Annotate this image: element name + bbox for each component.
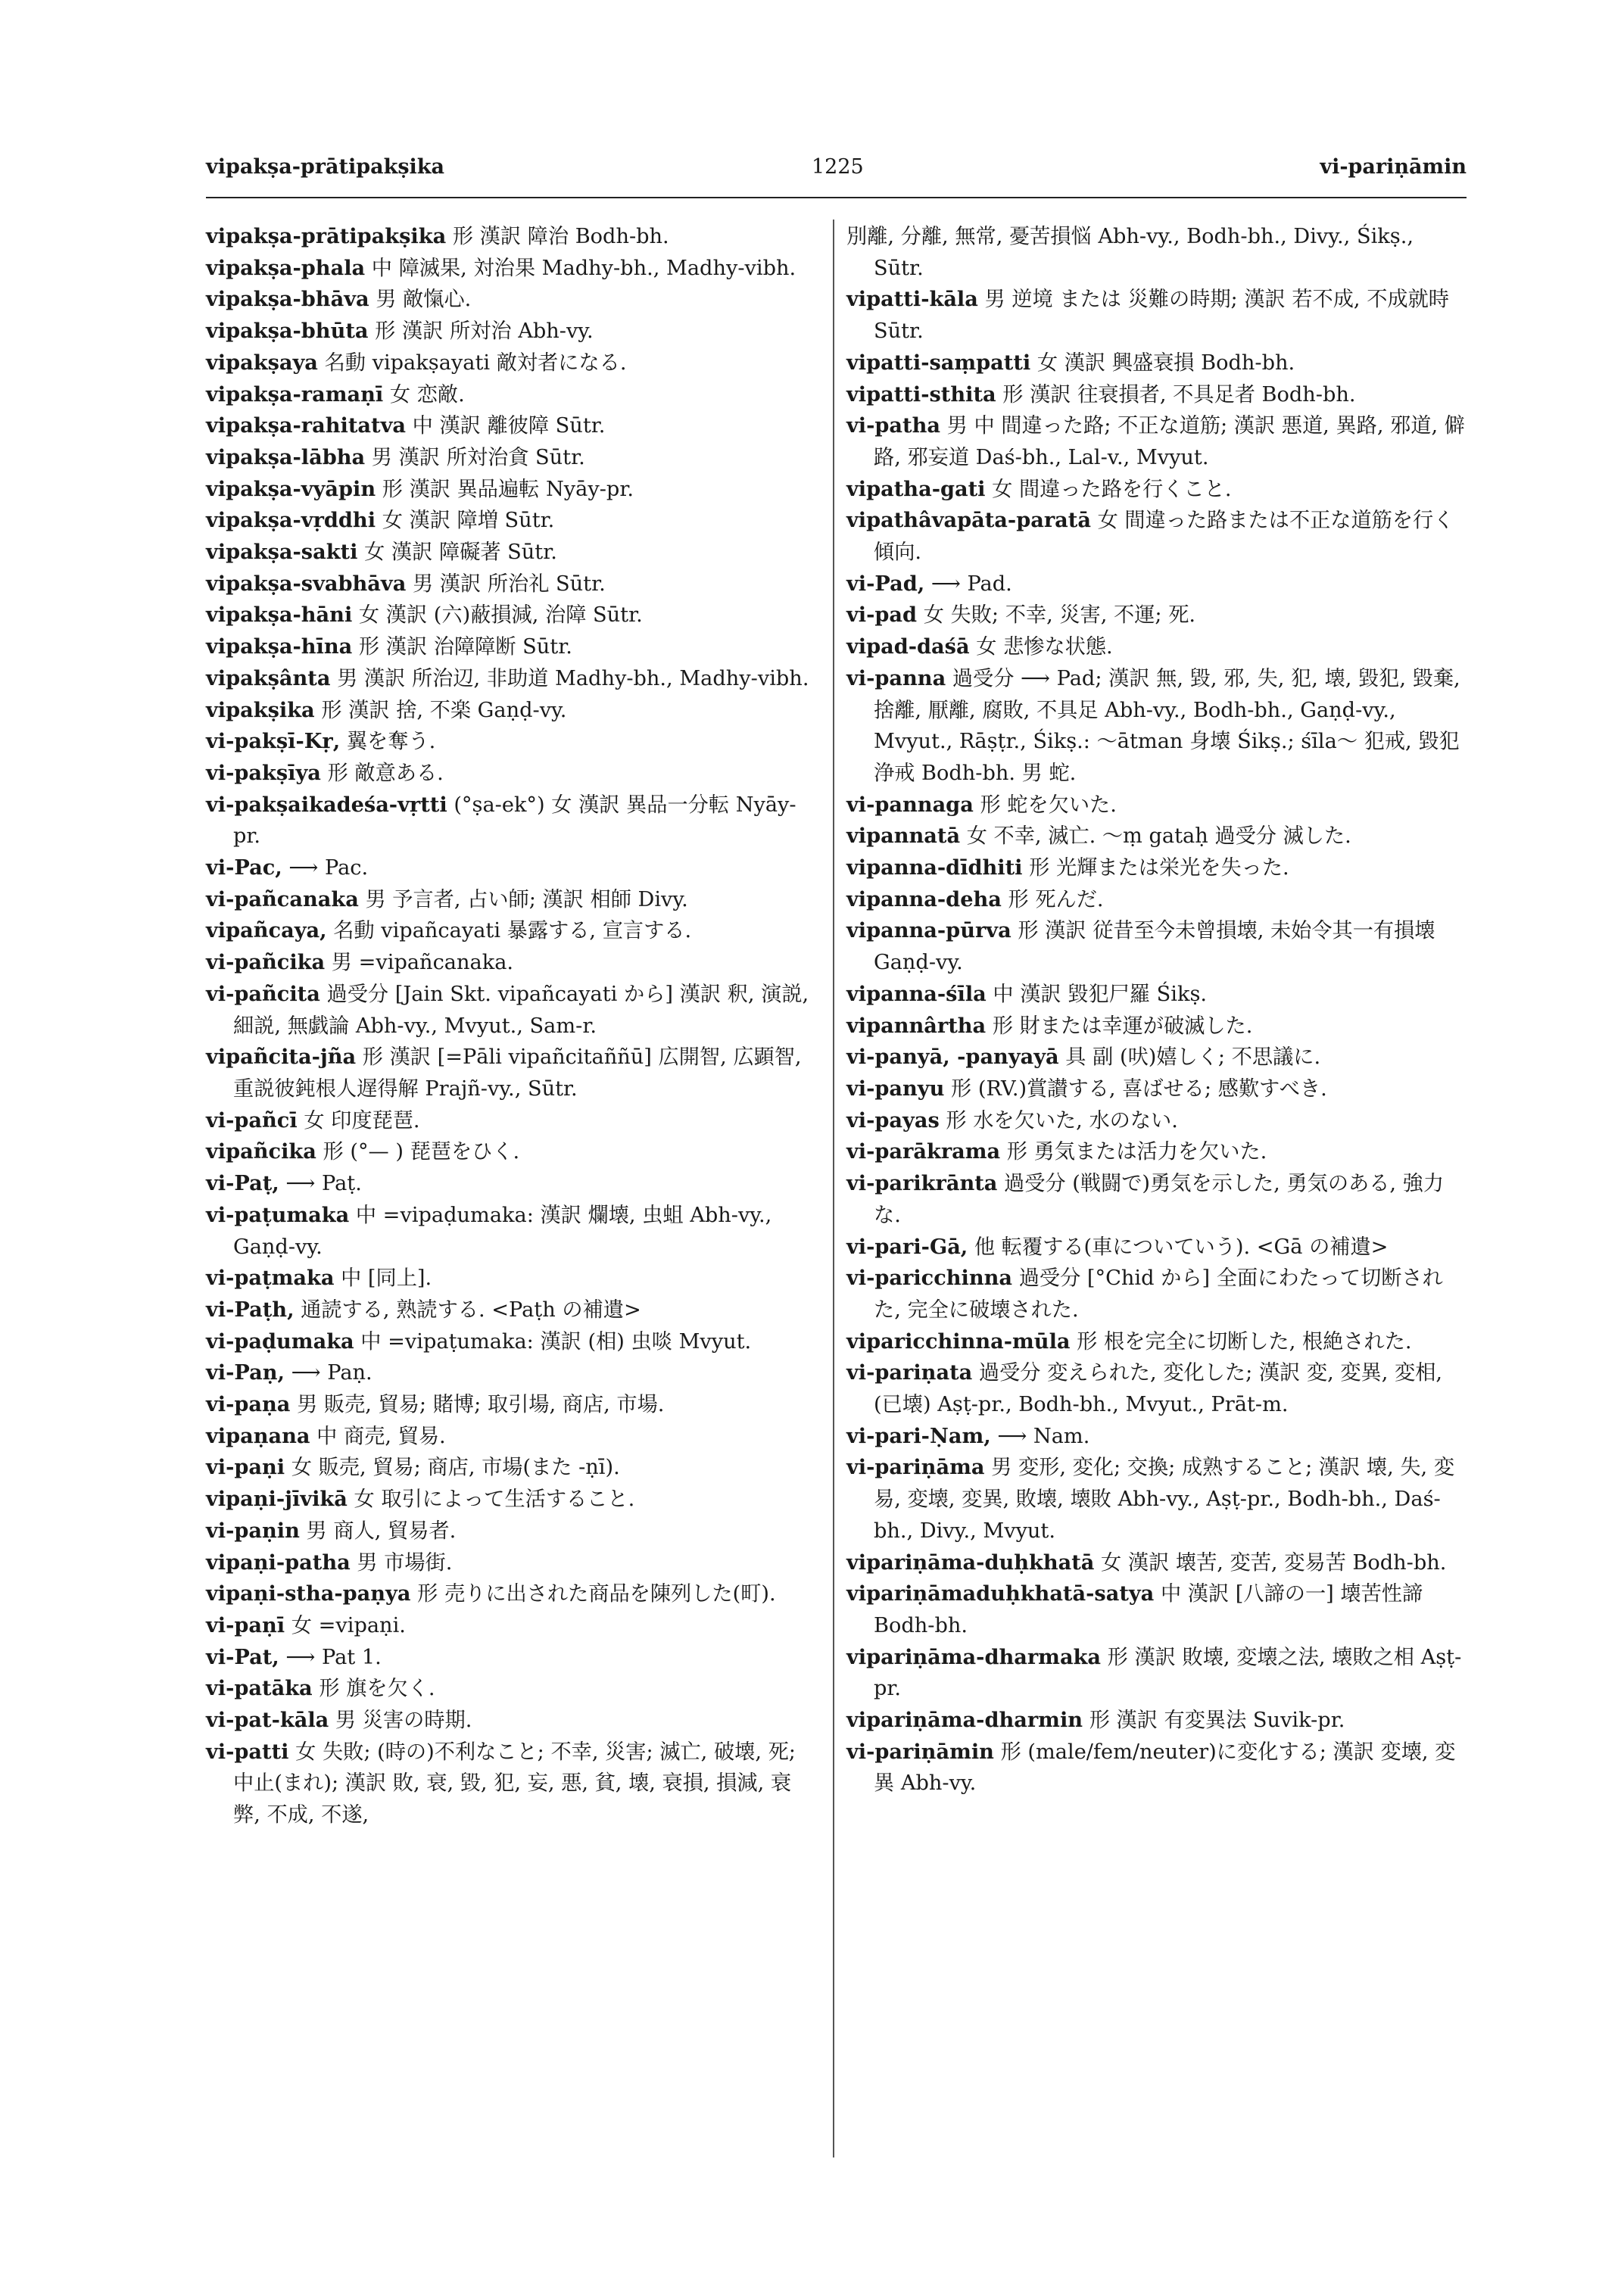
entry-headword: vi-pariṇata	[846, 1360, 973, 1385]
entry-headword: vipakṣânta	[206, 665, 331, 690]
entry-definition: 過受分 ⟶ Pad; 漢訳 無, 毀, 邪, 失, 犯, 壊, 毀犯, 毀棄, 捨離, 厭離, 腐敗, 不具足 Abh-vy., Bodh-bh., Gaṇḍ-vy., Mvyut., Rāṣṭr., Śikṣ.: ～ātman 身壊 Śikṣ.; śīla～ 犯戒, 毀犯浄戒 Bodh-bh. 男 蛇.	[874, 666, 1460, 785]
entry-definition: 翼を奪う.	[340, 730, 436, 754]
entry-definition: 形 漢訳 捨, 不楽 Gaṇḍ-vy.	[314, 698, 567, 722]
entry-definition: 男 予言者, 占い師; 漢訳 相師 Divy.	[358, 887, 688, 911]
dictionary-entry	[206, 852, 812, 884]
entry-definition: 形 漢訳 従昔至今未曾損壊, 未始令其一有損壊 Gaṇḍ-vy.	[874, 919, 1435, 975]
dictionary-entry	[846, 1326, 1469, 1358]
entry-definition: 男 商人, 貿易者.	[299, 1519, 457, 1543]
dictionary-entry	[206, 1294, 812, 1326]
entry-definition: 形 漢訳 敗壊, 変壊之法, 壊敗之相 Aṣṭ-pr.	[874, 1645, 1462, 1701]
entry-definition: 過受分 [Jain Skt. vipañcayati から] 漢訳 釈, 演説, 細説, 無戯論 Abh-vy., Mvyut., Sam-r.	[233, 982, 809, 1038]
dictionary-entry	[846, 1357, 1469, 1420]
entry-headword: vipakṣa-phala	[206, 255, 366, 280]
dictionary-entry	[206, 1673, 812, 1705]
entry-headword: vi-Pad,	[846, 571, 925, 596]
entry-definition: 中 障滅果, 対治果 Madhy-bh., Madhy-vibh.	[365, 256, 796, 280]
entry-headword: vipakṣa-hāni	[206, 603, 353, 628]
entry-definition: 形 死んだ.	[1001, 887, 1104, 911]
entry-headword: vi-patti	[206, 1739, 289, 1764]
entry-definition: 女 間違った路または不正な道筋を行く傾向.	[874, 509, 1454, 565]
entry-headword: vi-Pac,	[206, 855, 282, 880]
entry-definition: 中 [同上].	[334, 1266, 432, 1291]
entry-headword: vipathâvapāta-paratā	[846, 508, 1091, 533]
entry-headword: vipaṇana	[206, 1423, 310, 1448]
entry-headword: vipaṇi-stha-paṇya	[206, 1581, 411, 1606]
entry-definition: 中 漢訳 [八諦の一] 壊苦性諦 Bodh-bh.	[874, 1582, 1423, 1637]
entry-definition: 具 副 (吠)嬉しく; 不思議に.	[1058, 1045, 1321, 1070]
dictionary-entry	[206, 1136, 812, 1168]
entry-headword: vi-paṇin	[206, 1518, 300, 1543]
entry-definition: 男 漢訳 所治礼 Sūtr.	[406, 572, 606, 596]
entry-definition: 形 漢訳 所対治 Abh-vy.	[368, 319, 594, 344]
entry-definition: 形 漢訳 治障障断 Sūtr.	[352, 635, 572, 659]
dictionary-entry	[206, 1484, 812, 1516]
entry-headword: vi-pannaga	[846, 792, 974, 817]
entry-definition: 形 財または幸運が破滅した.	[986, 1014, 1253, 1038]
header-page-number: 1225	[812, 155, 864, 179]
dictionary-entry	[846, 569, 1469, 600]
dictionary-entry	[846, 1073, 1469, 1105]
entry-definition: 男 変形, 変化; 交換; 成熟すること; 漢訳 壊, 失, 変易, 変壊, 変異, 敗壊, 壊敗 Abh-vy., Aṣṭ-pr., Bodh-bh., Daś-bh., Divy., Mvyut.	[874, 1456, 1455, 1543]
entry-definition: 女 漢訳 障礙著 Sūtr.	[357, 541, 557, 565]
entry-headword: vipanna-pūrva	[846, 918, 1011, 943]
dictionary-entry	[846, 1547, 1469, 1579]
entry-definition: 形 (male/fem/neuter)に変化する; 漢訳 変壊, 変異 Abh-vy.	[874, 1740, 1456, 1796]
entry-headword: vi-panyā, -panyayā	[846, 1045, 1059, 1070]
entry-definition: 女 取引によって生活すること.	[347, 1488, 635, 1512]
entry-headword: vipakṣa-sakti	[206, 540, 358, 565]
column-divider	[833, 220, 834, 2157]
dictionary-entry	[206, 316, 812, 347]
entry-definition: 女 印度琵琶.	[297, 1108, 420, 1132]
entry-headword: vipakṣa-prātipakṣika	[206, 224, 447, 248]
dictionary-entry	[206, 947, 812, 979]
entry-definition: 形 根を完全に切断した, 根絶された.	[1070, 1329, 1412, 1354]
entry-definition: 男 =vipañcanaka.	[325, 951, 514, 975]
dictionary-entry	[206, 915, 812, 947]
dictionary-entry	[206, 379, 812, 411]
entry-definition: 中 漢訳 毀犯尸羅 Śikṣ.	[986, 982, 1208, 1006]
entry-headword: vi-pad	[846, 603, 918, 628]
entry-headword: vipakṣa-rahitatva	[206, 413, 406, 438]
dictionary-entry	[206, 663, 812, 695]
entry-definition: 形 (°— ) 琵琶をひく.	[316, 1140, 520, 1164]
dictionary-entry	[206, 347, 812, 379]
entry-definition: 形 (RV.)賞讃する, 喜ばせる; 感歎すべき.	[944, 1076, 1327, 1101]
entry-headword: vi-Paṭh,	[206, 1297, 295, 1322]
entry-headword: vipakṣa-lābha	[206, 444, 366, 469]
entry-definition: 過受分 [°Chid から] 全面にわたって切断された, 完全に破壊された.	[874, 1266, 1443, 1322]
entry-headword: vipannatā	[846, 824, 961, 849]
entry-headword: vi-pat-kāla	[206, 1708, 329, 1733]
entry-definition: 女 失敗; (時の)不利なこと; 不幸, 災害; 滅亡, 破壊, 死; 中止(まれ); 漢訳 敗, 衰, 毀, 犯, 妄, 悪, 貧, 壊, 衰損, 損減, 衰弊, 不成, 不遂,	[233, 1740, 796, 1827]
dictionary-entry	[206, 1357, 812, 1389]
entry-headword: vi-pañcita	[206, 981, 320, 1006]
entry-definition: (°ṣa-ek°) 女 漢訳 異品一分転 Nyāy-pr.	[233, 793, 796, 849]
entry-definition: 過受分 変えられた, 変化した; 漢訳 変, 変異, 変相, (已壊) Aṣṭ-pr., Bodh-bh., Mvyut., Prāt-m.	[874, 1361, 1443, 1417]
entry-headword: vipakṣaya	[206, 350, 318, 375]
dictionary-entry	[846, 979, 1469, 1011]
header-left-guide-word: vipakṣa-prātipakṣika	[206, 155, 444, 179]
dictionary-entry	[206, 1452, 812, 1484]
dictionary-entry	[206, 474, 812, 506]
entry-headword: vi-panna	[846, 665, 946, 690]
entry-headword: vi-payas	[846, 1108, 940, 1132]
entry-headword: vipariṇāma-dharmin	[846, 1708, 1083, 1733]
entry-definition: 男 漢訳 所治辺, 非助道 Madhy-bh., Madhy-vibh.	[330, 666, 809, 690]
dictionary-entry	[206, 1547, 812, 1579]
dictionary-entry	[846, 1011, 1469, 1042]
entry-definition: 女 恋敵.	[383, 382, 465, 407]
entry-headword: vi-Paṭ,	[206, 1171, 279, 1196]
entry-definition: 女 間違った路を行くこと.	[985, 477, 1232, 501]
entry-headword: vi-patha	[846, 413, 940, 438]
dictionary-entry	[206, 1042, 812, 1104]
entry-headword: vipakṣa-svabhāva	[206, 571, 407, 596]
dictionary-entry	[846, 347, 1469, 379]
dictionary-entry	[846, 284, 1469, 347]
dictionary-entry	[206, 253, 812, 285]
entry-headword: vi-paṭmaka	[206, 1266, 335, 1291]
entry-definition: 通読する, 熟読する. <Paṭh の補遺>	[294, 1298, 641, 1322]
dictionary-entry	[846, 821, 1469, 852]
dictionary-entry	[206, 1705, 812, 1737]
dictionary-entry	[846, 884, 1469, 916]
dictionary-entry	[846, 1105, 1469, 1137]
dictionary-entry	[206, 790, 812, 852]
entry-definition: 男 災害の時期.	[329, 1709, 472, 1733]
entry-headword: vi-pariṇāma	[846, 1455, 985, 1480]
entry-definition: 女 悲惨な状態.	[969, 635, 1113, 659]
dictionary-entry	[846, 663, 1469, 790]
entry-definition: 過受分 (戦闘で)勇気を示した, 勇気のある, 強力な.	[874, 1172, 1445, 1227]
dictionary-entry	[846, 379, 1469, 411]
entry-definition: 形 旗を欠く.	[312, 1677, 435, 1701]
entry-definition: 中 商売, 貿易.	[310, 1424, 446, 1448]
entry-headword: vipariṇāma-dharmaka	[846, 1644, 1102, 1669]
entry-headword: vipatti-saṃpatti	[846, 350, 1031, 375]
entry-headword: vi-paṇa	[206, 1392, 291, 1417]
entry-definition: 女 販売, 貿易; 商店, 市場(また -ṇī).	[285, 1456, 620, 1480]
dictionary-entry	[846, 790, 1469, 821]
header-rule	[206, 197, 1467, 198]
entry-definition: 女 漢訳 壊苦, 変苦, 変易苦 Bodh-bh.	[1094, 1550, 1447, 1575]
dictionary-entry	[206, 1610, 812, 1642]
dictionary-entry	[206, 1389, 812, 1421]
dictionary-entry	[846, 474, 1469, 506]
entry-definition: 中 =vipaḍumaka: 漢訳 爛壊, 虫蛆 Abh-vy., Gaṇḍ-vy.	[233, 1203, 772, 1259]
dictionary-entry	[206, 1200, 812, 1263]
entry-headword: vipariṇāmaduḥkhatā-satya	[846, 1581, 1155, 1606]
right-column	[846, 221, 1469, 1799]
entry-definition: 男 敵愾心.	[369, 288, 472, 312]
entry-headword: vi-pañcika	[206, 950, 326, 975]
entry-definition: 男 逆境 または 災難の時期; 漢訳 若不成, 不成就時 Sūtr.	[874, 288, 1449, 344]
entry-headword: vi-parākrama	[846, 1139, 1001, 1164]
dictionary-entry	[846, 1642, 1469, 1705]
dictionary-entry	[206, 221, 812, 253]
entry-headword: vi-paricchinna	[846, 1266, 1013, 1291]
entry-definition: 男 漢訳 所対治貪 Sūtr.	[365, 445, 585, 469]
dictionary-entry	[846, 1263, 1469, 1326]
entry-definition: 男 市場街.	[350, 1550, 453, 1575]
entry-definition: ⟶ Pat 1.	[279, 1645, 382, 1669]
entry-headword: vi-pakṣaikadeśa-vṛtti	[206, 792, 447, 817]
entry-headword: vipakṣa-ramaṇī	[206, 382, 384, 407]
dictionary-entry	[846, 221, 1469, 284]
dictionary-entry	[846, 410, 1469, 473]
entry-definition: 形 敵意ある.	[320, 761, 444, 785]
dictionary-entry	[846, 1232, 1469, 1263]
entry-headword: vi-pakṣī-Kṛ,	[206, 729, 341, 754]
entry-headword: vi-pariṇāmin	[846, 1739, 994, 1764]
entry-definition: ⟶ Pad.	[924, 572, 1012, 596]
entry-headword: vi-pakṣīya	[206, 760, 321, 785]
entry-definition: ⟶ Paṭ.	[279, 1172, 362, 1196]
entry-headword: vipakṣa-bhāva	[206, 287, 369, 312]
entry-headword: vi-Pat,	[206, 1644, 279, 1669]
entry-headword: vi-pañcanaka	[206, 886, 359, 911]
entry-headword: vipaṇi-jīvikā	[206, 1487, 348, 1512]
dictionary-entry	[206, 1105, 812, 1137]
entry-headword: vi-parikrānta	[846, 1171, 998, 1196]
dictionary-entry	[206, 1326, 812, 1358]
entry-definition: 女 漢訳 (六)蔽損減, 治障 Sūtr.	[352, 603, 643, 628]
dictionary-entry	[206, 1263, 812, 1294]
entry-headword: vi-paṇi	[206, 1455, 285, 1480]
entry-headword: vipakṣa-vyāpin	[206, 476, 376, 501]
entry-definition: 形 売りに出された商品を陳列した(町).	[410, 1582, 776, 1606]
entry-headword: viparicchinna-mūla	[846, 1329, 1071, 1354]
dictionary-entry	[846, 1452, 1469, 1547]
entry-definition: 形 漢訳 障治 Bodh-bh.	[446, 225, 669, 248]
entry-headword: vipañcika	[206, 1139, 316, 1164]
dictionary-entry	[846, 631, 1469, 663]
entry-headword: vipañcita-jña	[206, 1045, 357, 1070]
dictionary-entry	[846, 852, 1469, 884]
entry-headword: vi-pañcī	[206, 1108, 298, 1132]
dictionary-entry	[206, 884, 812, 916]
entry-definition: 形 蛇を欠いた.	[973, 793, 1117, 817]
entry-headword: vipatti-sthita	[846, 382, 996, 407]
dictionary-entry	[846, 600, 1469, 631]
dictionary-entry	[206, 284, 812, 316]
entry-headword: vipakṣa-vṛddhi	[206, 508, 376, 533]
dictionary-entry	[846, 1421, 1469, 1453]
dictionary-entry	[846, 1578, 1469, 1641]
dictionary-entry	[206, 726, 812, 758]
entry-headword: vi-pari-Gā,	[846, 1234, 968, 1259]
entry-headword: vi-patāka	[206, 1676, 313, 1701]
entry-headword: vi-paḍumaka	[206, 1329, 354, 1354]
entry-definition: 形 漢訳 有変異法 Suvik-pr.	[1083, 1709, 1345, 1733]
entry-definition: 形 光輝または栄光を失った.	[1022, 856, 1289, 880]
entry-headword: vipanna-deha	[846, 886, 1002, 911]
entry-definition: 中 =vipaṭumaka: 漢訳 (相) 虫啖 Mvyut.	[354, 1329, 752, 1354]
entry-headword: vipanna-śīla	[846, 981, 987, 1006]
entry-headword: vipanna-dīdhiti	[846, 855, 1023, 880]
entry-headword: vipakṣika	[206, 697, 315, 722]
entry-definition: 女 失敗; 不幸, 災害, 不運; 死.	[917, 603, 1196, 628]
entry-definition: 女 不幸, 滅亡. ～ṃ gataḥ 過受分 滅した.	[960, 824, 1351, 849]
entry-definition: 形 勇気または活力を欠いた.	[1000, 1140, 1267, 1164]
entry-headword: vi-panyu	[846, 1076, 945, 1101]
dictionary-entry	[206, 979, 812, 1042]
entry-definition: 形 漢訳 往衰損者, 不具足者 Bodh-bh.	[996, 382, 1356, 407]
entry-definition: ⟶ Pac.	[282, 856, 369, 880]
page-header	[206, 155, 1467, 193]
dictionary-entry	[206, 410, 812, 442]
header-right-guide-word: vi-pariṇāmin	[1320, 155, 1467, 179]
entry-headword: vipatti-kāla	[846, 287, 978, 312]
entry-definition: 形 漢訳 異品遍転 Nyāy-pr.	[376, 477, 634, 501]
dictionary-entry	[846, 1705, 1469, 1737]
dictionary-entry	[846, 1042, 1469, 1073]
entry-headword: vipad-daśā	[846, 634, 970, 659]
entry-definition: 形 漢訳 [=Pāli vipañcitaññū] 広開智, 広顕智, 重説彼鈍根人遅得解 Prajñ-vy., Sūtr.	[233, 1045, 802, 1101]
entry-definition: 形 水を欠いた, 水のない.	[939, 1108, 1178, 1132]
dictionary-entry	[206, 505, 812, 537]
entry-definition: 名動 vipañcayati 暴露する, 宣言する.	[326, 919, 692, 943]
dictionary-entry	[206, 1168, 812, 1200]
dictionary-entry	[206, 537, 812, 569]
dictionary-entry	[206, 695, 812, 727]
entry-definition: 男 中 間違った路; 不正な道筋; 漢訳 悪道, 異路, 邪道, 僻路, 邪妄道 Daś-bh., Lal-v., Mvyut.	[874, 414, 1465, 469]
dictionary-entry	[206, 1642, 812, 1674]
left-column	[206, 221, 812, 1831]
entry-headword: vipatha-gati	[846, 476, 986, 501]
entry-headword: vipariṇāma-duḥkhatā	[846, 1550, 1095, 1575]
entry-definition: ⟶ Paṇ.	[284, 1361, 372, 1385]
dictionary-entry	[206, 600, 812, 631]
entry-definition: 中 漢訳 離彼障 Sūtr.	[405, 414, 606, 438]
dictionary-entry	[206, 442, 812, 474]
dictionary-entry	[206, 1578, 812, 1610]
dictionary-entry	[206, 631, 812, 663]
dictionary-entry	[206, 1516, 812, 1547]
entry-headword: vipañcaya,	[206, 918, 327, 943]
entry-definition: 女 =vipaṇi.	[285, 1613, 406, 1637]
entry-definition: ⟶ Nam.	[990, 1424, 1090, 1448]
dictionary-entry	[846, 1136, 1469, 1168]
entry-definition: 男 販売, 貿易; 賭博; 取引場, 商店, 市場.	[290, 1393, 665, 1417]
entry-headword: vi-paṭumaka	[206, 1202, 350, 1227]
entry-definition: 女 漢訳 障増 Sūtr.	[376, 509, 555, 533]
dictionary-entry	[846, 1168, 1469, 1231]
dictionary-entry	[206, 569, 812, 600]
entry-headword: vi-pari-Ṇam,	[846, 1423, 991, 1448]
entry-headword: vi-paṇī	[206, 1612, 285, 1637]
entry-definition: 女 漢訳 興盛衰損 Bodh-bh.	[1030, 350, 1295, 375]
dictionary-entry	[206, 1421, 812, 1453]
entry-definition: 名動 vipakṣayati 敵対者になる.	[317, 350, 627, 375]
entry-headword: vipakṣa-bhūta	[206, 319, 369, 344]
entry-headword: vipakṣa-hīna	[206, 634, 353, 659]
entry-definition: 別離, 分離, 無常, 憂苦損悩 Abh-vy., Bodh-bh., Divy., Śikṣ., Sūtr.	[846, 225, 1414, 280]
entry-definition: 他 転覆する(車についていう). <Gā の補遺>	[968, 1235, 1389, 1259]
entry-headword: vipaṇi-patha	[206, 1550, 351, 1575]
dictionary-entry	[206, 758, 812, 790]
dictionary-entry	[206, 1737, 812, 1831]
entry-headword: vipannârtha	[846, 1013, 987, 1038]
dictionary-entry	[846, 1737, 1469, 1799]
dictionary-entry	[846, 505, 1469, 568]
entry-headword: vi-Paṇ,	[206, 1360, 285, 1385]
dictionary-entry	[846, 915, 1469, 978]
